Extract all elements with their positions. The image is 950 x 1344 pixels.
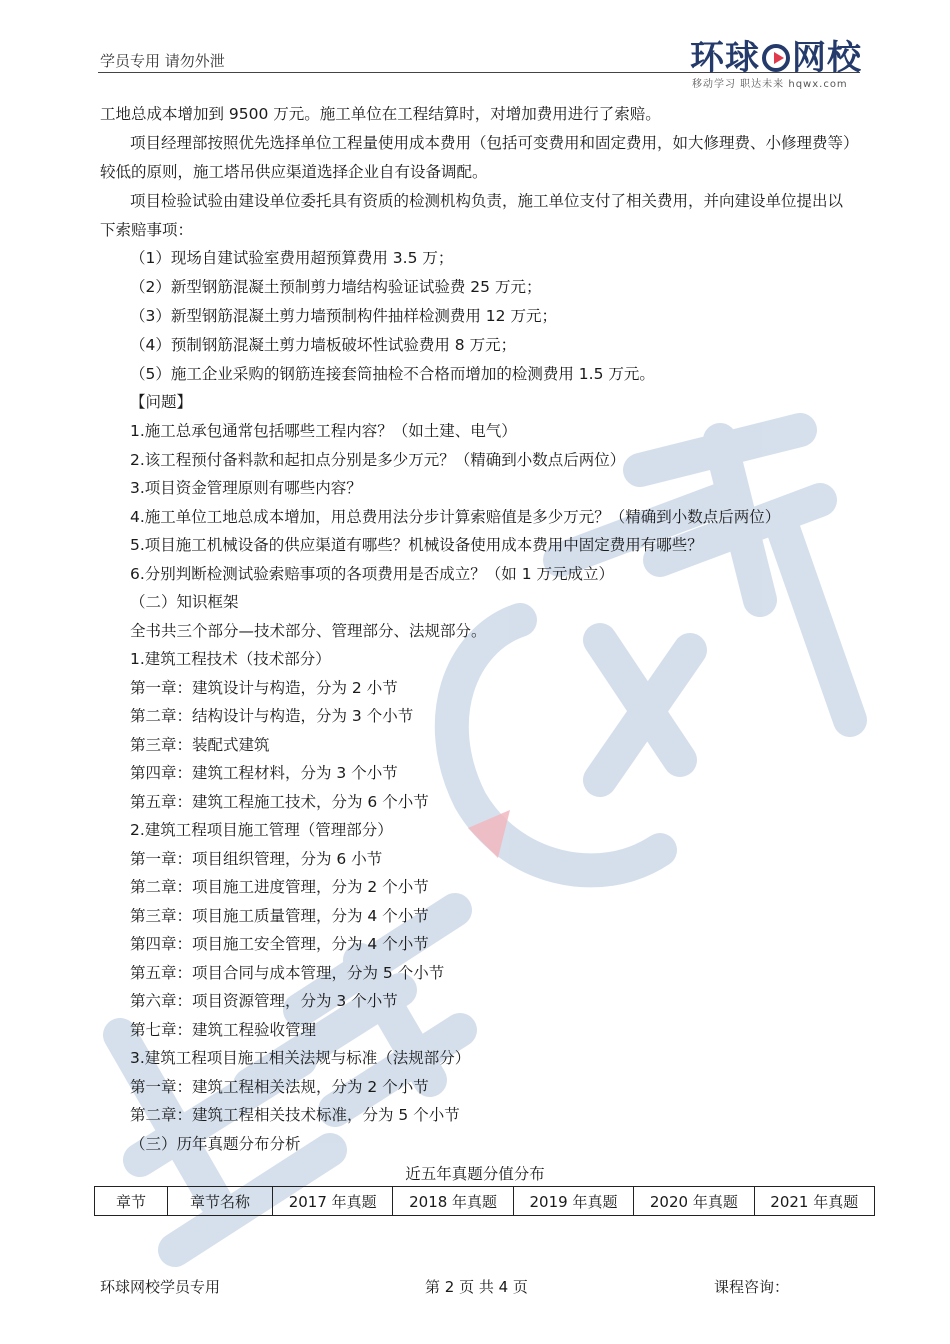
chapter-item: 第四章：项目施工安全管理，分为 4 个小节: [130, 935, 429, 953]
paragraph-line: 工地总成本增加到 9500 万元。施工单位在工程结算时，对增加费用进行了索赔。: [100, 105, 661, 123]
claim-item: （2）新型钢筋混凝土预制剪力墙结构验证试验费 25 万元；: [130, 278, 542, 296]
question-item: 1.施工总承包通常包括哪些工程内容？（如土建、电气）: [130, 422, 517, 440]
overview-text: 全书共三个部分—技术部分、管理部分、法规部分。: [130, 622, 487, 640]
claim-item: （5）施工企业采购的钢筋连接套筒抽检不合格而增加的检测费用 1.5 万元。: [130, 365, 655, 383]
chapter-item: 第七章：建筑工程验收管理: [130, 1021, 317, 1039]
column-header: 章节: [95, 1187, 168, 1216]
column-header: 2020 年真题: [634, 1187, 754, 1216]
chapter-item: 第一章：项目组织管理，分为 6 小节: [130, 850, 383, 868]
chapter-item: 第三章：装配式建筑: [130, 736, 270, 754]
column-header: 2019 年真题: [513, 1187, 633, 1216]
chapter-item: 第二章：结构设计与构造，分为 3 个小节: [130, 707, 414, 725]
column-header: 2017 年真题: [273, 1187, 393, 1216]
section-heading: （三）历年真题分布分析: [130, 1135, 301, 1153]
part-title: 3.建筑工程项目施工相关法规与标准（法规部分）: [130, 1049, 471, 1067]
questions-heading: 【问题】: [130, 393, 193, 411]
chapter-item: 第三章：项目施工质量管理，分为 4 个小节: [130, 907, 429, 925]
play-icon: [762, 44, 790, 72]
logo-text-right: 网校: [792, 38, 862, 78]
question-item: 3.项目资金管理原则有哪些内容？: [130, 479, 362, 497]
column-header: 章节名称: [168, 1187, 273, 1216]
paragraph-line: 下索赔事项：: [100, 221, 194, 239]
question-item: 2.该工程预付备料款和起扣点分别是多少万元？（精确到小数点后两位）: [130, 451, 626, 469]
chapter-item: 第一章：建筑设计与构造，分为 2 小节: [130, 679, 398, 697]
logo-text-left: 环球: [690, 38, 760, 78]
chapter-item: 第六章：项目资源管理，分为 3 个小节: [130, 992, 398, 1010]
paragraph-line: 项目经理部按照优先选择单位工程量使用成本费用（包括可变费用和固定费用，如大修理费、小修理费等）: [130, 134, 859, 152]
chapter-item: 第五章：建筑工程施工技术，分为 6 个小节: [130, 793, 429, 811]
part-title: 1.建筑工程技术（技术部分）: [130, 650, 331, 668]
question-item: 6.分别判断检测试验索赔事项的各项费用是否成立？（如 1 万元成立）: [130, 565, 615, 583]
logo-wordmark: [690, 30, 862, 79]
watermark-play-icon: [468, 810, 510, 858]
paragraph-line: 较低的原则，施工塔吊供应渠道选择企业自有设备调配。: [100, 163, 488, 181]
score-distribution-table: [94, 1186, 875, 1216]
brand-logo: [690, 30, 865, 92]
logo-tagline: 移动学习 职达未来 hqwx.com: [692, 79, 848, 90]
chapter-item: 第二章：建筑工程相关技术标准，分为 5 个小节: [130, 1106, 460, 1124]
page-number: 第 2 页 共 4 页: [425, 1278, 528, 1296]
column-header: 2018 年真题: [393, 1187, 513, 1216]
part-title: 2.建筑工程项目施工管理（管理部分）: [130, 821, 393, 839]
table-header-row: [95, 1187, 875, 1216]
paragraph-line: 项目检验试验由建设单位委托具有资质的检测机构负责，施工单位支付了相关费用，并向建设单位提出以: [130, 192, 844, 210]
question-item: 5.项目施工机械设备的供应渠道有哪些？机械设备使用成本费用中固定费用有哪些？: [130, 536, 703, 554]
claim-item: （4）预制钢筋混凝土剪力墙板破坏性试验费用 8 万元；: [130, 336, 517, 354]
column-header: 2021 年真题: [754, 1187, 874, 1216]
footer-contact: 课程咨询：: [714, 1278, 790, 1296]
question-item: 4.施工单位工地总成本增加，用总费用法分步计算索赔值是多少万元？（精确到小数点后两位）: [130, 508, 781, 526]
footer-left: 环球网校学员专用: [100, 1278, 221, 1296]
table-caption: 近五年真题分值分布: [405, 1165, 545, 1183]
header-note: 学员专用 请勿外泄: [100, 52, 225, 70]
claim-item: （1）现场自建试验室费用超预算费用 3.5 万；: [130, 249, 454, 267]
chapter-item: 第五章：项目合同与成本管理，分为 5 个小节: [130, 964, 445, 982]
section-heading: （二）知识框架: [130, 593, 239, 611]
chapter-item: 第四章：建筑工程材料，分为 3 个小节: [130, 764, 398, 782]
chapter-item: 第一章：建筑工程相关法规，分为 2 个小节: [130, 1078, 429, 1096]
chapter-item: 第二章：项目施工进度管理，分为 2 个小节: [130, 878, 429, 896]
claim-item: （3）新型钢筋混凝土剪力墙预制构件抽样检测费用 12 万元；: [130, 307, 557, 325]
